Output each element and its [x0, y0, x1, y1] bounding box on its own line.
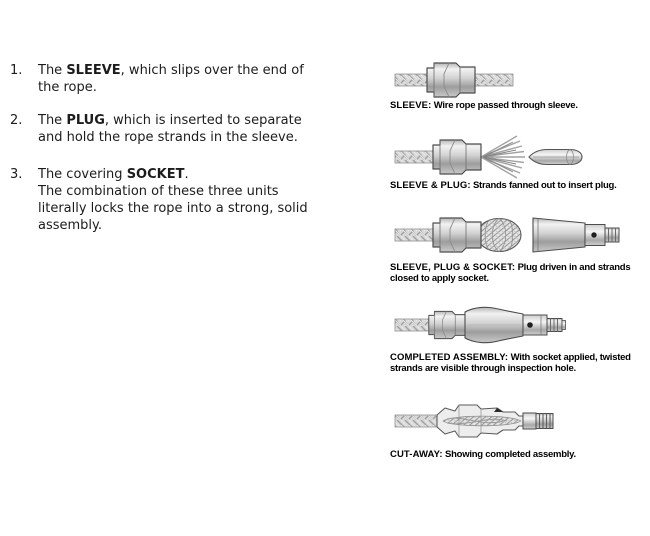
figure-caption: [390, 101, 648, 112]
item-term: SOCKET: [126, 167, 185, 182]
figure-caption-label: COMPLETED ASSEMBLY:: [390, 352, 509, 363]
item-term: SLEEVE: [66, 63, 121, 78]
cut-away-illustration: [393, 394, 643, 448]
figure-caption-text: Wire rope passed through sleeve.: [433, 100, 578, 111]
figure-caption: [390, 181, 648, 192]
item-text: [38, 166, 310, 234]
item-text-post: .: [184, 167, 189, 182]
instruction-list: [10, 62, 330, 250]
figure-caption-text: Strands fanned out to insert plug.: [472, 180, 617, 191]
figure-caption-label: SLEEVE & PLUG:: [390, 180, 471, 191]
item-term: PLUG: [66, 113, 105, 128]
figure-caption-label: CUT-AWAY:: [390, 449, 443, 460]
sleeve-plug-socket-illustration: [393, 210, 643, 262]
figure-caption-text: With socket applied, twisted strands are visible through inspection hole.: [390, 352, 631, 374]
list-item-socket: [10, 166, 330, 234]
item-text-pre: The: [38, 63, 67, 78]
item-text: [38, 62, 310, 96]
completed-assembly-illustration: [393, 300, 643, 352]
item-note: The combination of these three units literally locks the rope into a strong, solid assembly.: [38, 184, 308, 233]
item-text-pre: The: [38, 113, 67, 128]
sleeve-plug-illustration: [393, 134, 643, 180]
item-number: 1.: [10, 63, 23, 78]
figure-caption-label: SLEEVE:: [390, 100, 432, 111]
item-text: [38, 112, 310, 146]
item-number: 2.: [10, 113, 23, 128]
figure-caption: [390, 450, 648, 461]
figure-caption-label: SLEEVE, PLUG & SOCKET:: [390, 262, 516, 273]
sleeve-illustration: [393, 58, 643, 102]
list-item-sleeve: [10, 62, 330, 96]
item-text-post: , which is inserted to separate and hold the rope strands in the sleeve.: [38, 113, 302, 145]
figure-caption-text: Plug driven in and strands closed to apply socket.: [390, 262, 631, 284]
item-text-post: , which slips over the end of the rope.: [38, 63, 304, 95]
figure-caption: [390, 353, 648, 374]
figure-caption-text: Showing completed assembly.: [445, 449, 576, 460]
figure-caption: [390, 263, 648, 284]
list-item-plug: [10, 112, 330, 146]
item-number: 3.: [10, 167, 23, 182]
item-text-pre: The covering: [38, 167, 127, 182]
